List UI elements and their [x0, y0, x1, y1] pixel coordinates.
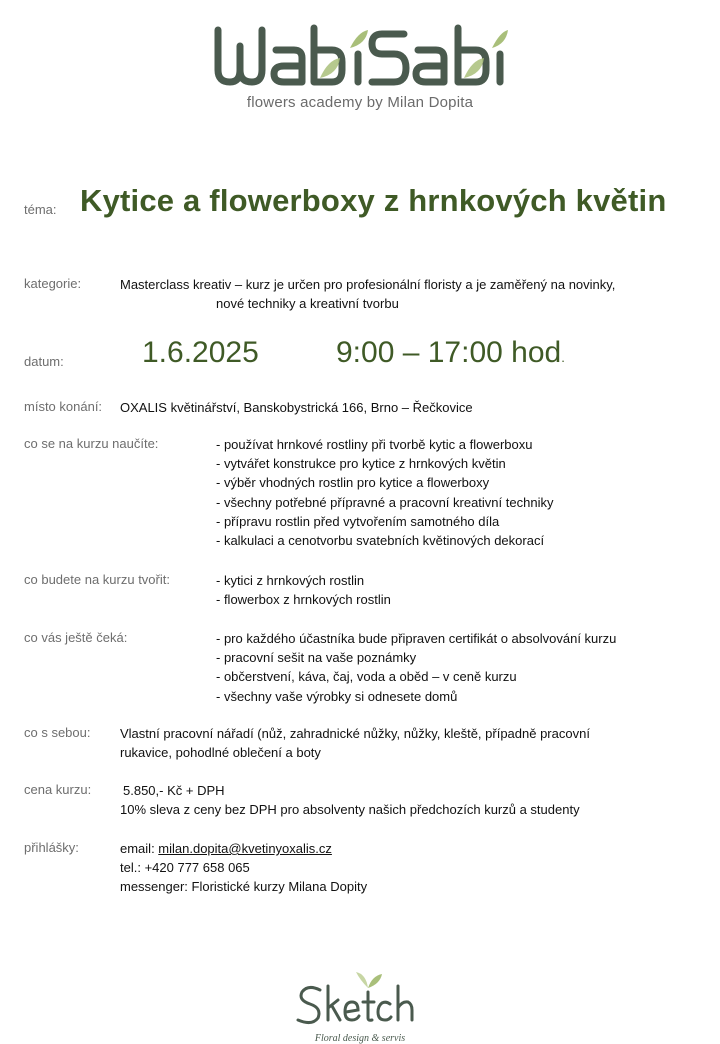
create-label: co budete na kurzu tvořit: [24, 572, 170, 587]
await-label: co vás ještě čeká: [24, 630, 128, 645]
list-item: - všechny vaše výrobky si odnesete domů [216, 688, 458, 704]
category-line-1: Masterclass kreativ – kurz je určen pro profesionální floristy a je zaměřený na novinky, [120, 277, 616, 292]
list-item: - přípravu rostlin před vytvořením samotného díla [216, 513, 500, 529]
theme-label: téma: [24, 202, 57, 217]
list-item: - výběr vhodných rostlin pro kytice a flowerboxy [216, 475, 490, 491]
sketch-logo-mark [290, 968, 430, 1038]
email-link[interactable]: milan.dopita@kvetinyoxalis.cz [158, 841, 332, 856]
list-item: - vytvářet konstrukce pro kytice z hrnkových květin [216, 456, 506, 472]
list-item: - všechny potřebné přípravné a pracovní kreativní techniky [216, 494, 554, 510]
list-item: - kalkulaci a cenotvorbu svatebních květinových dekorací [216, 533, 545, 549]
category-line-2: nové techniky a kreativní tvorbu [216, 296, 399, 311]
course-title: Kytice a flowerboxy z hrnkových květin [80, 183, 667, 218]
learn-label: co se na kurzu naučíte: [24, 436, 159, 451]
bring-line-2: rukavice, pohodlné oblečení a boty [120, 745, 321, 760]
await-list [216, 629, 616, 706]
price-label: cena kurzu: [24, 782, 92, 797]
course-time [336, 336, 565, 370]
list-item: - pracovní sešit na vaše poznámky [216, 650, 417, 666]
date-label: datum: [24, 354, 64, 369]
email-prefix: email: [120, 841, 159, 856]
brand-header [0, 20, 720, 111]
bring-line-1: Vlastní pracovní nářadí (nůž, zahradnické nůžky, nůžky, kleště, případně pracovní [120, 726, 590, 741]
apply-email-line [120, 839, 332, 858]
apply-messenger: messenger: Floristické kurzy Milana Dopity [120, 879, 368, 894]
course-time-dot: . [561, 350, 565, 365]
venue-value: OXALIS květinářství, Banskobystrická 166, Brno – Řečkovice [120, 400, 473, 415]
apply-label: přihlášky: [24, 840, 79, 855]
category-label: kategorie: [24, 276, 82, 291]
list-item: - kytici z hrnkových rostlin [216, 573, 365, 588]
venue-label: místo konání: [24, 399, 103, 414]
wabisabi-logo [210, 20, 510, 90]
bring-label: co s sebou: [24, 725, 91, 740]
price-discount: 10% sleva z ceny bez DPH pro absolventy našich předchozích kurzů a studenty [120, 802, 580, 817]
list-item: - flowerbox z hrnkových rostlin [216, 592, 391, 608]
list-item: - používat hrnkové rostliny při tvorbě kytic a flowerboxu [216, 437, 533, 452]
apply-phone: tel.: +420 777 658 065 [120, 860, 250, 875]
sketch-subtitle: Floral design & servis [314, 1033, 406, 1044]
list-item: - občerstvení, káva, čaj, voda a oběd – v ceně kurzu [216, 669, 517, 685]
brand-tagline: flowers academy by Milan Dopita [246, 94, 474, 111]
price-value: 5.850,- Kč + DPH [123, 783, 225, 798]
list-item: - pro každého účastníka bude připraven certifikát o absolvování kurzu [216, 631, 617, 646]
course-date: 1.6.2025 [142, 336, 259, 369]
create-list [216, 571, 391, 609]
course-time-value: 9:00 – 17:00 hod [336, 336, 562, 369]
learn-list [216, 435, 553, 550]
sketch-logo [0, 968, 720, 1044]
